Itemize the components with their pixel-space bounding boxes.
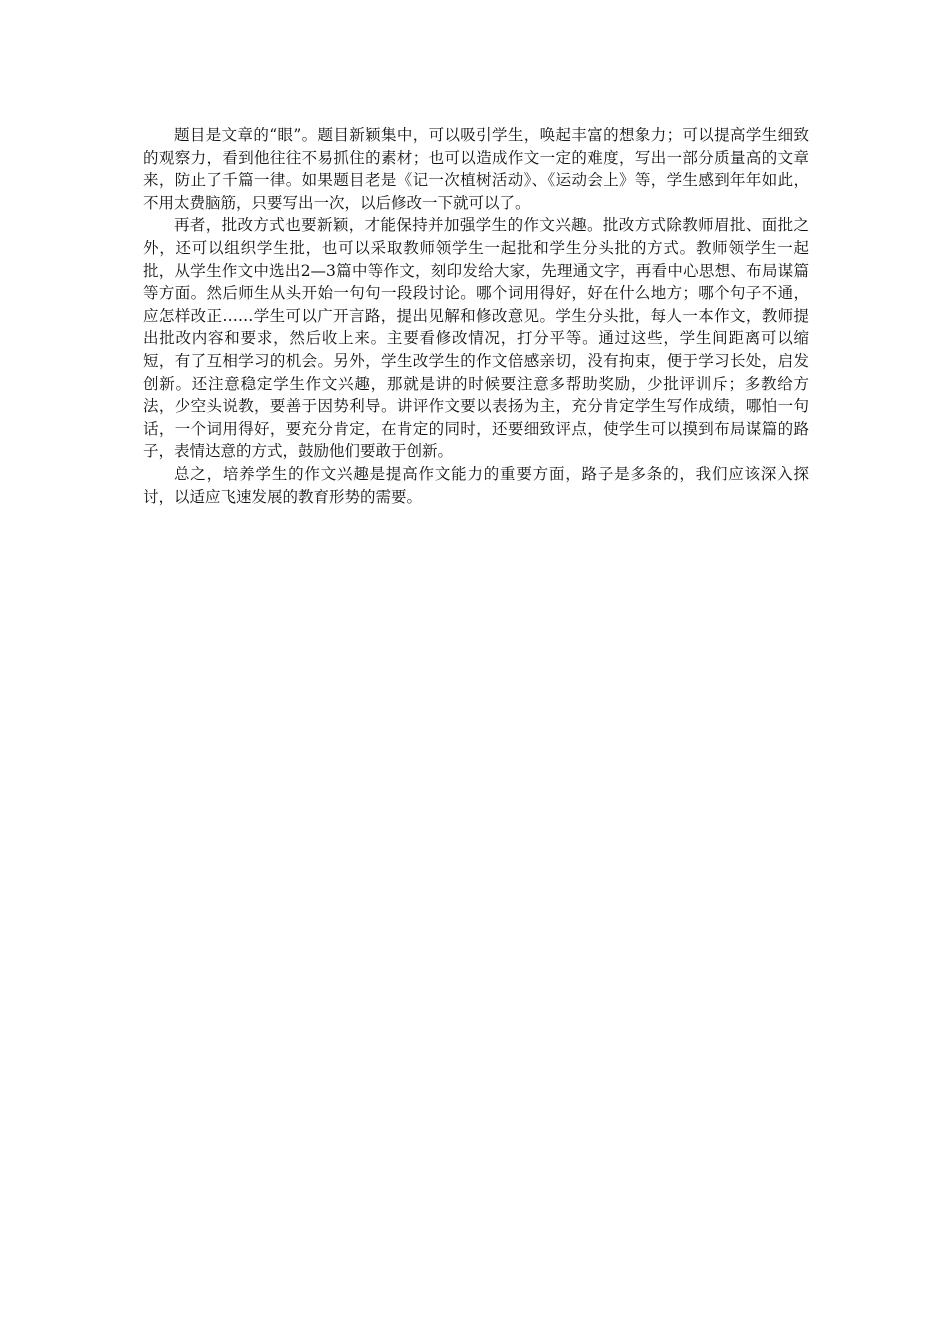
paragraph-grading-methods: 再者，批改方式也要新颖，才能保持并加强学生的作文兴趣。批改方式除教师眉批、面批之外，还可以组织学生批，也可以采取教师领学生一起批和学生分头批的方式。教师领学生一起批，从学生作文中选出2—3篇中等作文，刻印发给大家，先理通文字，再看中心思想、布局谋篇等方面。然后师生从头开始一句句一段段讨论。哪个词用得好，好在什么地方；哪个句子不通，应怎样改正……学生可以广开言路，提出见解和修改意见。学生分头批，每人一本作文，教师提出批改内容和要求，然后收上来。主要看修改情况，打分平等。通过这些，学生间距离可以缩短，有了互相学习的机会。另外，学生改学生的作文倍感亲切，没有拘束，便于学习长处，启发创新。还注意稳定学生作文兴趣，那就是讲的时候要注意多帮助奖励，少批评训斥；多教给方法，少空头说教，要善于因势利导。讲评作文要以表扬为主，充分肯定学生写作成绩，哪怕一句话，一个词用得好，要充分肯定，在肯定的同时，还要细致评点，使学生可以摸到布局谋篇的路子，表情达意的方式，鼓励他们要敢于创新。 xyxy=(143,216,809,461)
paragraph-title-importance: 题目是文章的“眼”。题目新颖集中，可以吸引学生，唤起丰富的想象力；可以提高学生细致的观察力，看到他往往不易抓住的素材；也可以造成作文一定的难度，写出一部分质量高的文章来，防止了千篇一律。如果题目老是《记一次植树活动》、《运动会上》等，学生感到年年如此，不用太费脑筋，只要写出一次，以后修改一下就可以了。 xyxy=(143,126,809,212)
paragraph-conclusion: 总之，培养学生的作文兴趣是提高作文能力的重要方面，路子是多条的，我们应该深入探讨，以适应飞速发展的教育形势的需要。 xyxy=(143,464,809,506)
document-body xyxy=(143,124,809,508)
